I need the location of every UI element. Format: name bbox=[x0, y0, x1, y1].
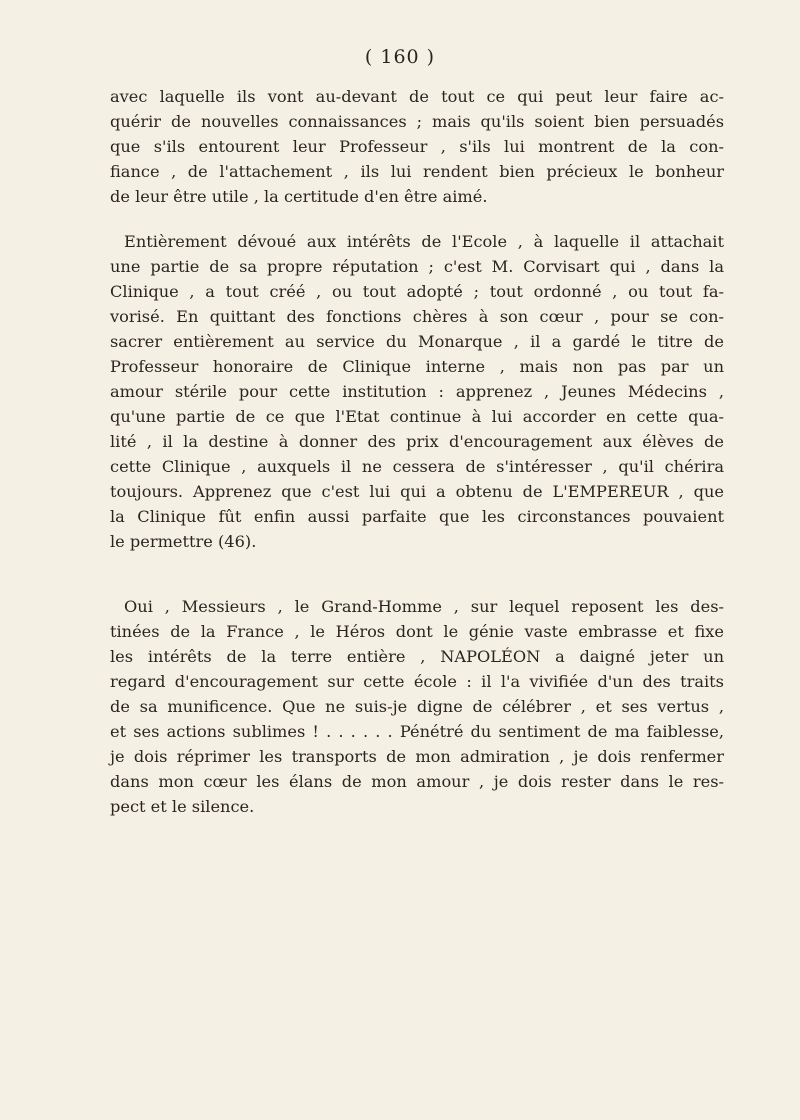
text-line: Entièrement dévoué aux intérêts de l'Ecole , à laquelle il attachait bbox=[124, 232, 724, 251]
text-line: fiance , de l'attachement , ils lui rendent bien précieux le bonheur bbox=[110, 162, 724, 181]
text-line: de sa munificence. Que ne suis-je digne de célébrer , et ses vertus , bbox=[110, 697, 724, 716]
text-line: regard d'encouragement sur cette école : il l'a vivifiée d'un des traits bbox=[110, 672, 724, 691]
text-line: dans mon cœur les élans de mon amour , je dois rester dans le res- bbox=[110, 772, 724, 791]
text-line: Oui , Messieurs , le Grand-Homme , sur lequel reposent les des- bbox=[124, 597, 724, 616]
text-line: quérir de nouvelles connaissances ; mais qu'ils soient bien persuadés bbox=[110, 112, 724, 131]
text-line: le permettre (46). bbox=[110, 532, 257, 551]
text-line: sacrer entièrement au service du Monarque , il a gardé le titre de bbox=[110, 332, 724, 351]
text-line: qu'une partie de ce que l'Etat continue à lui accorder en cette qua- bbox=[110, 407, 724, 426]
page-number: ( 160 ) bbox=[364, 46, 436, 68]
text-line: toujours. Apprenez que c'est lui qui a obtenu de L'EMPEREUR , que bbox=[110, 482, 724, 501]
paragraph-1 bbox=[110, 84, 724, 209]
text-line: avec laquelle ils vont au-devant de tout ce qui peut leur faire ac- bbox=[110, 87, 724, 106]
text-line: lité , il la destine à donner des prix d'encouragement aux élèves de bbox=[110, 432, 724, 451]
text-line: pect et le silence. bbox=[110, 797, 255, 816]
text-line: vorisé. En quittant des fonctions chères à son cœur , pour se con- bbox=[110, 307, 724, 326]
text-line: les intérêts de la terre entière , NAPOLÉON a daigné jeter un bbox=[110, 647, 724, 666]
text-line: cette Clinique , auxquels il ne cessera de s'intéresser , qu'il chérira bbox=[110, 457, 724, 476]
text-line: je dois réprimer les transports de mon admiration , je dois renfermer bbox=[110, 747, 724, 766]
text-line: et ses actions sublimes ! . . . . . . Pénétré du sentiment de ma faiblesse, bbox=[110, 722, 724, 741]
text-line: la Clinique fût enfin aussi parfaite que les circonstances pouvaient bbox=[110, 507, 724, 526]
text-line: une partie de sa propre réputation ; c'est M. Corvisart qui , dans la bbox=[110, 257, 724, 276]
text-line: Professeur honoraire de Clinique interne , mais non pas par un bbox=[110, 357, 724, 376]
text-line: que s'ils entourent leur Professeur , s'ils lui montrent de la con- bbox=[110, 137, 724, 156]
text-line: de leur être utile , la certitude d'en être aimé. bbox=[110, 187, 488, 206]
text-line: tinées de la France , le Héros dont le génie vaste embrasse et fixe bbox=[110, 622, 724, 641]
paragraph-2 bbox=[110, 229, 724, 554]
text-line: amour stérile pour cette institution : apprenez , Jeunes Médecins , bbox=[110, 382, 724, 401]
text-line: Clinique , a tout créé , ou tout adopté ; tout ordonné , ou tout fa- bbox=[110, 282, 724, 301]
paragraph-3 bbox=[110, 594, 724, 819]
